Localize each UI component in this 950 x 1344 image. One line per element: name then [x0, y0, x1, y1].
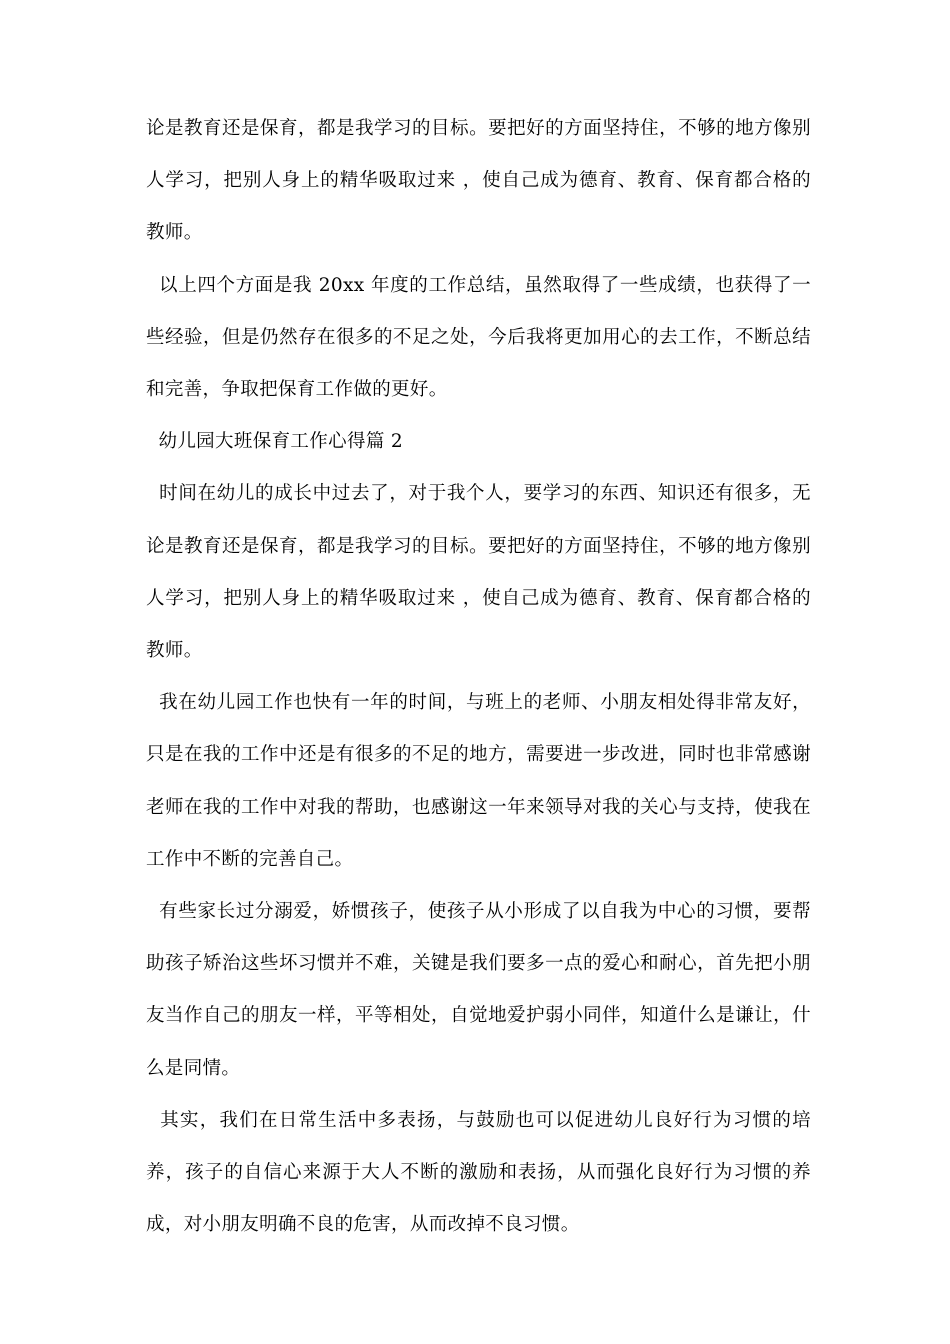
paragraph-intro: 时间在幼儿的成长中过去了，对于我个人，要学习的东西、知识还有很多，无论是教育还是保育，都是我学习的目标。要把好的方面坚持住，不够的地方像别人学习，把别人身上的精华吸取过来 ，使自己成为德育、教育、保育都合格的教师。 [146, 483, 812, 662]
paragraph-work-experience: 我在幼儿园工作也快有一年的时间，与班上的老师、小朋友相处得非常友好，只是在我的工作中还是有很多的不足的地方，需要进一步改进，同时也非常感谢老师在我的工作中对我的帮助，也感谢这一年来领导对我的关心与支持，使我在工作中不断的完善自己。 [146, 692, 812, 870]
paragraph-summary: 以上四个方面是我 20xx 年度的工作总结，虽然取得了一些成绩，也获得了一些经验，但是仍然存在很多的不足之处，今后我将更加用心的去工作，不断总结和完善，争取把保育工作做的更好。 [146, 274, 811, 401]
section-heading: 幼儿园大班保育工作心得篇 2 [146, 431, 404, 453]
document-body [146, 103, 811, 1251]
paragraph-encouragement: 其实，我们在日常生活中多表扬，与鼓励也可以促进幼儿良好行为习惯的培养，孩子的自信心来源于大人不断的激励和表扬，从而强化良好行为习惯的养成，对小朋友明确不良的危害，从而改掉不良习惯。 [146, 1109, 811, 1236]
paragraph-parents: 有些家长过分溺爱，娇惯孩子，使孩子从小形成了以自我为中心的习惯，要帮助孩子矫治这些坏习惯并不难，关键是我们要多一点的爱心和耐心，首先把小朋友当作自己的朋友一样，平等相处，自觉地爱护弱小同伴，知道什么是谦让，什么是同情。 [146, 901, 812, 1079]
paragraph-continuation: 论是教育还是保育，都是我学习的目标。要把好的方面坚持住，不够的地方像别人学习，把别人身上的精华吸取过来 ，使自己成为德育、教育、保育都合格的教师。 [146, 118, 811, 244]
